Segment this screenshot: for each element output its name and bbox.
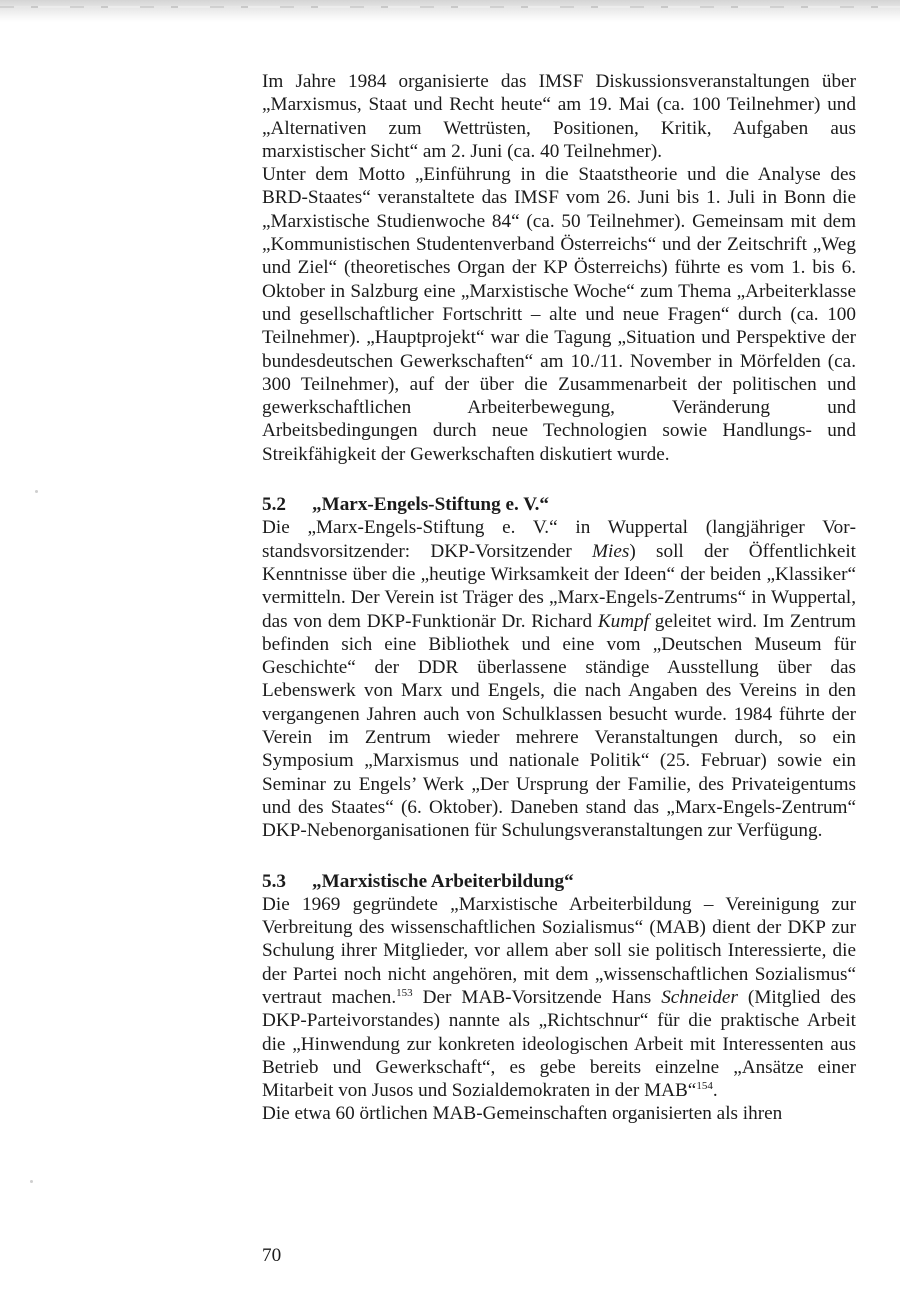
section-heading-5-2 [262,493,856,516]
text-run: (Mitglied des DKP-Parteivorstandes) nannte als „Richtschnur“ für die praktische Arbeit die „Hinwendung zur konkreten ideologischen Arbeit mit Interessenten aus Betrieb und Gewerkschaft“, es gebe bereits einzelne „Ansätze einer Mitarbeit von Jusos und Sozialdemokraten in der MAB“ [262,986,856,1102]
page-body [262,70,856,1126]
section-number: 5.2 [262,494,286,516]
footnote-marker: 153 [396,986,413,999]
section-title: „Marx-Engels-Stiftung e. V.“ [312,494,550,516]
person-name: Mies [592,540,630,562]
text-run: Die „Marx-Engels-Stiftung e. V.“ in Wuppertal (langjähriger Vorstandsvorsitzender: DKP-Vorsitzender [262,517,856,562]
paragraph-mab-gemeinschaften: Die etwa 60 örtlichen MAB-Gemeinschaften organisierten als ihren [262,1103,783,1125]
paragraph-studienwoche: Unter dem Motto „Einführung in die Staatstheorie und die Analyse des BRD-Staates“ veranstaltete das IMSF vom 26. Juni bis 1. Juli in Bonn die „Marxistische Studienwoche 84“ (ca. 50 Teilnehmer). Gemeinsam mit dem „Kommunistischen Studentenverband Österreichs“ und der Zeitschrift „Weg und Ziel“ (theoretisches Organ der KP Österreichs) führte es vom 1. bis 6. Oktober in Salzburg eine „Marxistische Woche“ zum Thema „Arbeiterklasse und gesellschaftlicher Fortschritt – alte und neue Fragen“ durch (ca. 100 Teilnehmer). „Hauptprojekt“ war die Tagung „Situation und Perspektive der bundesdeutschen Gewerkschaften“ am 10./11. November in Mörfelden (ca. 300 Teilnehmer), auf der über die Zusammenarbeit der politischen und gewerkschaftlichen Arbeiterbewegung, Veränderung und Arbeitsbedingungen durch neue Technologien sowie Handlungs- und Streikfähigkeit der Gewerkschaften diskutiert wurde. [262,164,856,465]
scan-speck [35,490,38,493]
section-gap [262,843,856,870]
text-run: Die 1969 gegründete „Marxistische Arbeiterbildung – Vereinigung zur Verbreitung des wissenschaftlichen Sozialismus“ (MAB) dient der DKP zur Schulung ihrer Mitglieder, vor allem aber soll sie politisch Interessierte, die der Partei noch nicht angehören, mit dem „wissenschaftlichen Sozialismus“ vertraut machen. [262,893,856,1008]
paragraph-marx-engels-stiftung [262,516,856,842]
text-run: ) soll der Öffentlichkeit Kenntnisse über die „heutige Wirksamkeit der Ideen“ der beiden „Klassiker“ vermitteln. Der Verein ist Träger des „Marx-Engels-Zentrums“ in Wuppertal, das von dem DKP-Funktionär Dr. Richard [262,540,857,632]
scan-speck [30,1180,33,1183]
text-run: geleitet wird. Im Zentrum befinden sich eine Bibliothek und eine vom „Deutschen Museum für Geschichte“ der DDR überlassene ständige Ausstellung über das Lebenswerk von Marx und Engels, die nach Angaben des Vereins in den vergangenen Jahren auch von Schulklassen besucht wurde. 1984 führte der Verein im Zentrum wieder mehrere Veranstaltungen durch, so ein Symposium „Marxismus und nationale Politik“ (25. Februar) sowie ein Seminar zu Engels’ Werk „Der Ursprung der Familie, des Privateigentums und des Staates“ (6. Oktober). Daneben stand das „Marx-Engels-Zentrum“ DKP-Nebenorganisationen für Schulungsveranstaltungen zur Verfügung. [262,610,856,842]
text-run: . [712,1080,718,1102]
section-number: 5.3 [262,870,286,892]
footnote-marker: 154 [696,1080,713,1093]
text-run: Der MAB-Vorsitzende Hans [412,986,662,1008]
section-title: „Marxistische Arbeiterbildung“ [312,870,574,892]
page-number: 70 [262,1245,282,1266]
section-gap [262,466,856,493]
paragraph-imsf-events: Im Jahre 1984 organisierte das IMSF Diskussionsveranstaltungen über „Marxismus, Staat und Recht heute“ am 19. Mai (ca. 100 Teilnehmer) und „Alternativen zum Wettrüsten, Positionen, Kritik, Aufgaben aus marxistischer Sicht“ am 2. Juni (ca. 40 Teilnehmer). [262,71,856,162]
paragraph-mab [262,893,856,1103]
person-name: Schneider [661,986,738,1008]
section-heading-5-3 [262,870,856,893]
person-name: Kumpf [597,610,650,632]
scan-edge-shadow [0,0,900,22]
